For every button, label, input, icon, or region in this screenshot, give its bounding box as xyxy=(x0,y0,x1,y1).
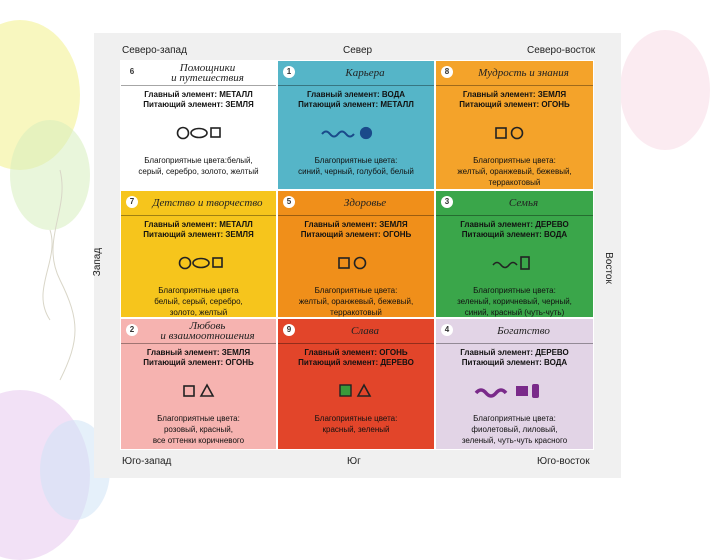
sector-number: 6 xyxy=(126,66,138,78)
direction-south: Юг xyxy=(347,456,361,467)
favorable-colors: Благоприятные цвета:белый, серый, серебро, золото, желтый xyxy=(138,156,259,176)
sector-title: Карьера xyxy=(345,67,385,79)
decorative-balloon-lilac xyxy=(0,390,90,560)
sector-love-relationships xyxy=(120,318,277,450)
sector-header xyxy=(436,61,593,86)
main-element: Главный элемент: ДЕРЕВО xyxy=(460,220,569,229)
sector-title: Детство и творчество xyxy=(152,197,263,209)
sector-children-creativity xyxy=(120,190,277,318)
sector-elements xyxy=(438,220,591,240)
direction-southeast: Юго-восток xyxy=(537,456,590,467)
sector-elements xyxy=(438,348,591,368)
main-element: Главный элемент: ЗЕМЛЯ xyxy=(462,90,567,99)
sector-header xyxy=(121,191,276,216)
main-element: Главный элемент: МЕТАЛЛ xyxy=(144,220,253,229)
sector-number: 4 xyxy=(441,324,453,336)
sector-elements xyxy=(280,348,432,368)
sector-title: Любовь и взаимоотношения xyxy=(160,320,255,342)
feeding-element: Питающий элемент: ДЕРЕВО xyxy=(298,358,414,367)
sector-header xyxy=(278,319,434,344)
main-element: Главный элемент: ОГОНЬ xyxy=(304,348,408,357)
element-symbols-earth-fire xyxy=(436,125,594,141)
bagua-grid xyxy=(120,60,594,450)
sector-title: Семья xyxy=(508,197,539,209)
sector-elements xyxy=(280,90,432,110)
sector-elements xyxy=(123,348,274,368)
direction-north: Север xyxy=(343,45,373,56)
direction-west: Запад xyxy=(92,247,104,277)
favorable-colors: Благоприятные цвета: желтый, оранжевый, бежевый, терракотовый xyxy=(298,286,414,317)
sector-family xyxy=(435,190,594,318)
main-element: Главный элемент: ДЕРЕВО xyxy=(460,348,569,357)
sector-header xyxy=(436,191,593,216)
sector-title: Слава xyxy=(351,325,379,337)
feeding-element: Питающий элемент: ОГОНЬ xyxy=(459,100,570,109)
direction-east: Восток xyxy=(602,252,614,284)
sector-header xyxy=(278,61,434,86)
main-element: Главный элемент: ЗЕМЛЯ xyxy=(146,348,251,357)
sector-wisdom-knowledge xyxy=(435,60,594,190)
element-symbols-fire-wood xyxy=(278,383,435,399)
sector-title: Здоровье xyxy=(343,197,387,209)
element-symbols-metal-earth xyxy=(121,125,277,141)
feeding-element: Питающий элемент: МЕТАЛЛ xyxy=(298,100,414,109)
sector-header xyxy=(436,319,593,344)
sector-health xyxy=(277,190,435,318)
sector-number: 2 xyxy=(126,324,138,336)
sector-number: 7 xyxy=(126,196,138,208)
feeding-element: Питающий элемент: ВОДА xyxy=(461,230,568,239)
element-symbols-water-metal xyxy=(278,125,435,141)
sector-elements xyxy=(123,220,274,240)
element-symbols-wood-water xyxy=(436,383,594,399)
element-symbols-earth-fire xyxy=(278,255,435,271)
sector-number: 1 xyxy=(283,66,295,78)
sector-number: 3 xyxy=(441,196,453,208)
sector-number: 8 xyxy=(441,66,453,78)
sector-helpers-travel xyxy=(120,60,277,190)
direction-southwest: Юго-запад xyxy=(122,456,172,467)
favorable-colors: Благоприятные цвета: синий, черный, голубой, белый xyxy=(298,156,414,176)
main-element: Главный элемент: МЕТАЛЛ xyxy=(144,90,253,99)
sector-elements xyxy=(280,220,432,240)
direction-northeast: Северо-восток xyxy=(527,45,596,56)
favorable-colors: Благоприятные цвета: фиолетовый, лиловый, зеленый, чуть-чуть красного xyxy=(461,414,568,445)
decorative-balloon-green xyxy=(10,120,90,230)
feeding-element: Питающий элемент: ЗЕМЛЯ xyxy=(143,230,254,239)
sector-fame xyxy=(277,318,435,450)
feeding-element: Питающий элемент: ОГОНЬ xyxy=(300,230,412,239)
sector-elements xyxy=(123,90,274,110)
sector-number: 9 xyxy=(283,324,295,336)
feeding-element: Питающий элемент: ОГОНЬ xyxy=(143,358,254,367)
sector-title: Помощники и путешествия xyxy=(171,62,244,84)
favorable-colors: Благоприятные цвета белый, серый, серебро, золото, желтый xyxy=(154,286,243,317)
sector-header xyxy=(121,61,276,86)
element-symbols-metal-earth xyxy=(121,255,277,271)
decorative-balloon-yellow xyxy=(0,20,80,170)
sector-title: Богатство xyxy=(497,325,550,337)
sector-header xyxy=(278,191,434,216)
feeding-element: Питающий элемент: ВОДА xyxy=(461,358,568,367)
element-symbols-wood-water xyxy=(436,255,594,271)
sector-elements xyxy=(438,90,591,110)
favorable-colors: Благоприятные цвета: красный, зеленый xyxy=(314,414,398,434)
sector-header xyxy=(121,319,276,344)
sector-career xyxy=(277,60,435,190)
favorable-colors: Благоприятные цвета: желтый, оранжевый, бежевый, терракотовый xyxy=(457,156,572,187)
favorable-colors: Благоприятные цвета: розовый, красный, все оттенки коричневого xyxy=(152,414,245,445)
main-element: Главный элемент: ЗЕМЛЯ xyxy=(304,220,408,229)
decorative-balloon-pink xyxy=(620,30,710,150)
sector-wealth xyxy=(435,318,594,450)
element-symbols-earth-fire xyxy=(121,383,277,399)
direction-northwest: Северо-запад xyxy=(122,45,187,56)
feeding-element: Питающий элемент: ЗЕМЛЯ xyxy=(143,100,254,109)
sector-number: 5 xyxy=(283,196,295,208)
sector-title: Мудрость и знания xyxy=(478,67,569,79)
favorable-colors: Благоприятные цвета: зеленый, коричневый, черный, синий, красный (чуть-чуть) xyxy=(457,286,572,317)
main-element: Главный элемент: ВОДА xyxy=(306,90,406,99)
